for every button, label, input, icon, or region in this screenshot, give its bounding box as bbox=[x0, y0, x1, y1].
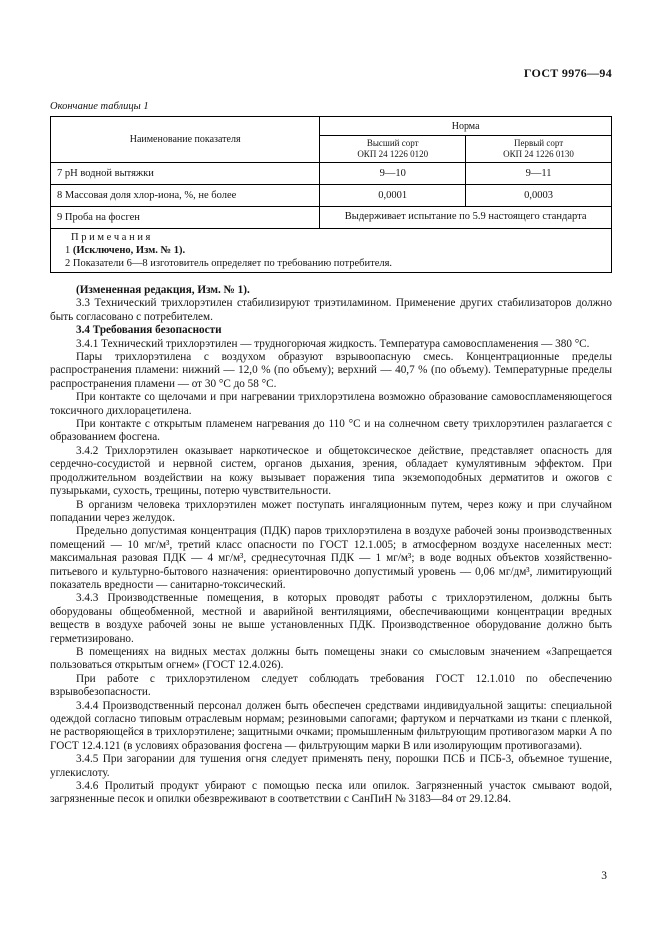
paragraph-revision-note: (Измененная редакция, Изм. № 1). bbox=[76, 284, 250, 296]
paragraph-3-4-1: 3.4.1 Технический трихлорэтилен — трудногорючая жидкость. Температура самовоспламенения — 380 °С. bbox=[76, 337, 590, 350]
row-value-first: 0,0003 bbox=[466, 185, 612, 207]
grade-high-okp: ОКП 24 1226 0120 bbox=[357, 149, 429, 159]
notes-item-1-bold: (Исключено, Изм. № 1). bbox=[72, 245, 186, 256]
grade-high-title: Высший сорт bbox=[366, 138, 419, 148]
notes-item-2: 2 Показатели 6—8 изготовитель определяет по требованию потребителя. bbox=[65, 258, 393, 269]
paragraph-3-4-5: 3.4.5 При загорании для тушения огня следует применять пену, порошки ПСБ и ПСБ-3, объемное тушение, углекислоту. bbox=[50, 753, 612, 779]
paragraph-3-4-2: 3.4.2 Трихлорэтилен оказывает наркотическое и общетоксическое действие, представляет опасность для сердечно-сосудистой и нервной систем, органов дыхания, зрения, обладает кумулятивным эффектом. При продолжительном воздействии на кожу вызывает поражения типа экземоподобных дерматитов и ожогов с пузырьками, сухость, трещины, потерю чувствительности. bbox=[50, 444, 612, 498]
table-notes-cell bbox=[51, 229, 612, 273]
page-content bbox=[50, 66, 612, 807]
paragraph-3-4-6: 3.4.6 Пролитый продукт убирают с помощью песка или опилок. Загрязненный участок смывают водой, загрязненные песок и опилки обезвреживают в соответствии с СанПиН № 3183—84 от 29.12.84. bbox=[50, 780, 612, 806]
paragraph-open-flame: При контакте с открытым пламенем нагревания до 110 °С и на солнечном свету трихлорэтилен разлагается с образованием фосгена. bbox=[50, 418, 612, 444]
notes-item-1 bbox=[57, 244, 605, 257]
paragraph-inhalation: В организм человека трихлорэтилен может поступать ингаляционным путем, через кожу и при случайном попадании через желудок. bbox=[50, 498, 612, 524]
table-row-chlorine bbox=[51, 185, 612, 207]
table-caption: Окончание таблицы 1 bbox=[50, 101, 149, 112]
col-header-first-grade bbox=[466, 136, 612, 163]
table-notes-row bbox=[51, 229, 612, 273]
paragraph-pdk: Предельно допустимая концентрация (ПДК) паров трихлорэтилена в воздухе рабочей зоны производственных помещений — 10 мг/м³, третий класс опасности по ГОСТ 12.1.005; в атмосферном воздухе населенных мест: максимальная разовая ПДК — 4 мг/м³, среднесуточная ПДК — 1 мг/м³; в воде водных объектов хозяйственно-питьевого и культурно-бытового назначения: ориентировочно допустимый уровень — 0,06 мг/дм³, лимитирующий показатель вредности — санитарно-токсический. bbox=[50, 525, 612, 591]
paragraph-vapors: Пары трихлорэтилена с воздухом образуют взрывоопасную смесь. Концентрационные пределы распространения пламени: нижний — 12,0 % (по объему); верхний — 40,7 % (по объему). Температурные пределы распространения пламени — от 30 °С до 58 °С. bbox=[50, 351, 612, 390]
row-value-first: 9—11 bbox=[466, 163, 612, 185]
row-name: 8 Массовая доля хлор-иона, %, не более bbox=[51, 185, 320, 207]
heading-3-4-safety: 3.4 Требования безопасности bbox=[76, 324, 222, 337]
doc-number: ГОСТ 9976—94 bbox=[523, 66, 612, 80]
table-header-row-1 bbox=[51, 117, 612, 136]
col-header-norma: Норма bbox=[320, 117, 612, 136]
grade-first-title: Первый сорт bbox=[513, 138, 564, 148]
col-header-high-grade bbox=[320, 136, 466, 163]
paragraph-alkali-contact: При контакте со щелочами и при нагревании трихлорэтилена возможно образование самовоспламеняющегося токсичного дихлорацетилена. bbox=[50, 391, 612, 417]
paragraph-3-3: 3.3 Технический трихлорэтилен стабилизируют триэтиламином. Применение других стабилизаторов должно быть согласовано с потребителем. bbox=[50, 297, 612, 323]
row-name: 9 Проба на фосген bbox=[51, 207, 320, 229]
table-row-ph bbox=[51, 163, 612, 185]
table-row-phosgene bbox=[51, 207, 612, 229]
grade-first-okp: ОКП 24 1226 0130 bbox=[503, 149, 574, 159]
paragraph-explosion-safety: При работе с трихлорэтиленом следует соблюдать требования ГОСТ 12.1.010 по обеспечению взрывобезопасности. bbox=[50, 672, 612, 699]
norms-table bbox=[50, 116, 612, 273]
paragraph-3-4-4: 3.4.4 Производственный персонал должен быть обеспечен средствами индивидуальной защиты: специальной одеждой согласно типовым отраслевым нормам; резиновыми сапогами; фартуком и перчатками из ткани с пленкой, не растворяющейся в трихлорэтилене; защитными очками; промышленным фильтрующим противогазом марки А по ГОСТ 12.4.121 (в условиях образования фосгена — фильтрующим марки В или изолирующим противогазами). bbox=[50, 699, 612, 752]
row-name: 7 рН водной вытяжки bbox=[51, 163, 320, 185]
row-value-high: 9—10 bbox=[320, 163, 466, 185]
body-text bbox=[50, 284, 612, 807]
col-header-name: Наименование показателя bbox=[51, 117, 320, 163]
page-number: 3 bbox=[601, 870, 607, 882]
row-value-combined: Выдерживает испытание по 5.9 настоящего стандарта bbox=[320, 207, 612, 229]
paragraph-signs: В помещениях на видных местах должны быть помещены знаки со смысловым значением «Запрещается пользоваться открытым огнем» (ГОСТ 12.4.026). bbox=[50, 645, 612, 672]
notes-title: П р и м е ч а н и я bbox=[71, 232, 151, 243]
paragraph-3-4-3: 3.4.3 Производственные помещения, в которых проводят работы с трихлорэтиленом, должны быть оборудованы общеобменной, местной и аварийной вентиляциями, обеспечивающими концентрации вредных веществ в воздухе рабочей зоны не выше установленных ПДК. Производственное оборудование должно быть герметизировано. bbox=[50, 592, 612, 645]
notes-item-1-prefix: 1 bbox=[65, 245, 73, 256]
row-value-high: 0,0001 bbox=[320, 185, 466, 207]
